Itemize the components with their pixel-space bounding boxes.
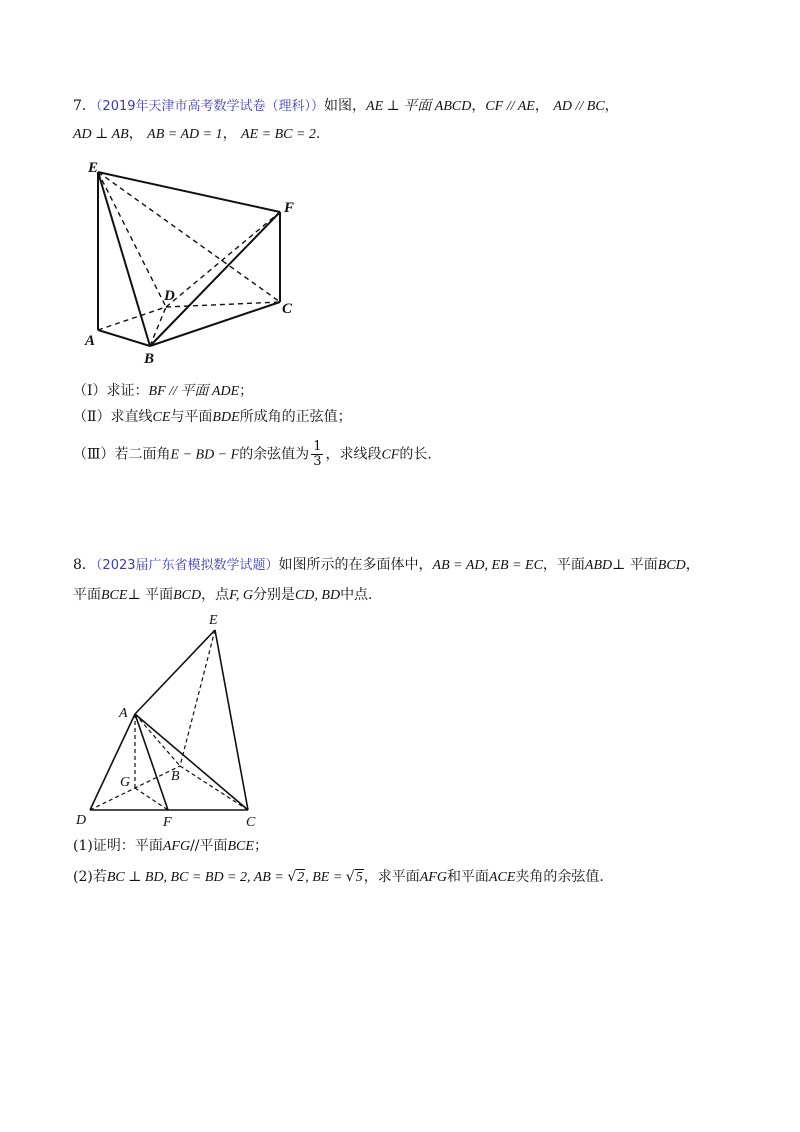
p8-figure — [60, 608, 290, 828]
p7-cond-6: AE = BC = 2 — [241, 127, 316, 142]
label-C: C — [246, 815, 256, 830]
p8-q2-mid2: 和平面 — [446, 869, 489, 885]
p8-cond-3-text: ⊥ 平面 — [612, 557, 658, 573]
p7-line-1: 7．（2019年天津市高考数学试卷（理科））如图，AE ⊥ 平面 ABCD，CF // AE， AD // BC， — [73, 98, 619, 114]
edge-BC — [150, 302, 280, 346]
p8-l2-p5: 中点. — [340, 587, 373, 603]
p8-q2-m1: BC ⊥ BD, BC = BD = 2, AB = — [106, 870, 288, 885]
p7-q1-end: ； — [239, 383, 254, 399]
p8-l2-p3: ，点 — [201, 587, 230, 603]
p7-cond-1: AE ⊥ 平面 ABCD — [366, 99, 472, 114]
p8-q2-sqrt-2: 5 — [355, 870, 363, 885]
p8-q2-mid: ，求平面 — [363, 869, 420, 885]
p7-solid-edges — [98, 172, 280, 346]
p8-line-1: 8．（2023届广东省模拟数学试题）如图所示的在多面体中，AB = AD, EB = EC，平面ABD⊥ 平面BCD， — [73, 557, 700, 573]
p8-line-2 — [73, 585, 373, 606]
p7-line-2: AD ⊥ AB， AB = AD = 1， AE = BC = 2. — [73, 126, 321, 142]
p7-q3-denominator: 3 — [313, 454, 322, 469]
p7-q3-numerator: 1 — [313, 439, 322, 454]
label-A: A — [119, 706, 128, 721]
label-F: F — [284, 200, 295, 216]
edge-EF — [98, 172, 280, 212]
p7-q3-prefix: （Ⅲ）若二面角 — [73, 446, 171, 463]
p8-cond-2: ABD — [584, 558, 613, 573]
label-D: D — [76, 813, 87, 828]
edge-BC — [180, 766, 248, 810]
p7-question-1 — [73, 381, 253, 402]
p7-q3-end: 的长. — [399, 446, 432, 463]
p8-l2-m3: F, G — [229, 588, 253, 603]
label-F: F — [163, 815, 172, 830]
p8-l2-p4: 分别是 — [252, 587, 295, 603]
p8-l2-m4: CD, BD — [294, 588, 341, 603]
label-A: A — [85, 333, 96, 349]
p8-q2-end: 夹角的余弦值. — [515, 869, 604, 885]
p7-q1-prefix: （Ⅰ）求证： — [73, 383, 149, 399]
p7-question-2 — [73, 407, 352, 428]
edge-BF — [150, 212, 280, 346]
p7-cond-5: AB = AD = 1 — [147, 127, 223, 142]
p8-cond-1: AB = AD, EB = EC — [432, 558, 543, 573]
edge-AD — [90, 714, 135, 810]
p8-l2-p1: 平面 — [73, 587, 101, 603]
label-B: B — [144, 351, 155, 367]
p8-intro: 如图所示的在多面体中， — [278, 557, 433, 573]
edge-AB — [98, 330, 150, 346]
p8-q1-end: ； — [253, 838, 268, 854]
edge-EC — [215, 630, 248, 810]
edge-DF — [166, 212, 280, 307]
label-G: G — [120, 775, 131, 790]
edge-EB — [180, 630, 215, 766]
p8-hidden-edges — [90, 630, 248, 810]
p8-q1-mid: //平面 — [190, 838, 228, 854]
p8-l2-m1: BCE — [101, 588, 128, 603]
p8-l2-m2: BCD — [173, 588, 202, 603]
p7-q3-mid2: ，求线段 — [325, 446, 382, 463]
p8-q1-m1: AFG — [162, 839, 191, 854]
p7-q3-m2: CF — [381, 447, 400, 463]
p7-hidden-edges — [98, 172, 280, 346]
edge-EB — [98, 172, 150, 346]
p8-q1-prefix: (1)证明：平面 — [73, 838, 163, 854]
edge-DC — [166, 302, 280, 307]
p7-question-3 — [73, 440, 432, 469]
p7-q3-mid: 的余弦值为 — [239, 446, 310, 463]
label-E: E — [209, 613, 218, 628]
p8-q2-prefix: (2)若 — [73, 869, 107, 885]
p7-number: 7． — [73, 98, 96, 114]
p8-q2-m3: AFG — [419, 870, 447, 885]
label-D: D — [164, 288, 175, 304]
p7-q2-end: 所成角的正弦值； — [239, 409, 352, 425]
p7-cond-4: AD ⊥ AB — [73, 127, 129, 142]
p7-q2-prefix: （Ⅱ）求直线 — [73, 409, 153, 425]
edge-GF — [135, 788, 168, 810]
edge-AD — [98, 307, 166, 330]
p7-cond-3: AD // BC — [553, 99, 605, 114]
edge-EA — [135, 630, 215, 714]
p7-figure — [60, 150, 320, 370]
p8-l2-p2: ⊥ 平面 — [127, 587, 174, 603]
p7-cond-2: CF // AE — [485, 99, 535, 114]
p8-cond-3: BCD — [657, 558, 686, 573]
label-B: B — [171, 769, 180, 784]
p7-q1-math: BF // 平面 ADE — [148, 384, 240, 399]
p8-source: （2023届广东省模拟数学试题） — [95, 558, 279, 573]
label-C: C — [282, 301, 293, 317]
edge-BD — [150, 307, 166, 346]
p7-intro: 如图， — [324, 98, 367, 114]
p8-q1-m2: BCE — [227, 839, 254, 854]
p8-cond-2-text: ，平面 — [542, 557, 585, 573]
p8-q2-m4: ACE — [488, 870, 516, 885]
p8-q2-sqrt-1: 2 — [297, 870, 305, 885]
p8-q2-m2: , BE = — [305, 870, 346, 885]
p8-number: 8． — [73, 557, 96, 573]
label-E: E — [88, 160, 99, 176]
p7-q3-fraction — [311, 440, 323, 469]
p7-source: （2019年天津市高考数学试卷（理科）） — [95, 99, 325, 114]
p7-q2-mid: 与平面 — [170, 409, 213, 425]
p8-question-2: (2)若BC ⊥ BD, BC = BD = 2, AB = √2, BE = √5，求平面AFG和平面ACE夹角的余弦值. — [73, 869, 604, 885]
edge-AB — [135, 714, 180, 766]
p8-question-1 — [73, 836, 268, 857]
p8-solid-edges — [90, 630, 248, 810]
p7-q3-m1: E − BD − F — [170, 447, 240, 463]
p7-q2-m2: BDE — [212, 410, 240, 425]
p7-q2-m1: CE — [152, 410, 171, 425]
